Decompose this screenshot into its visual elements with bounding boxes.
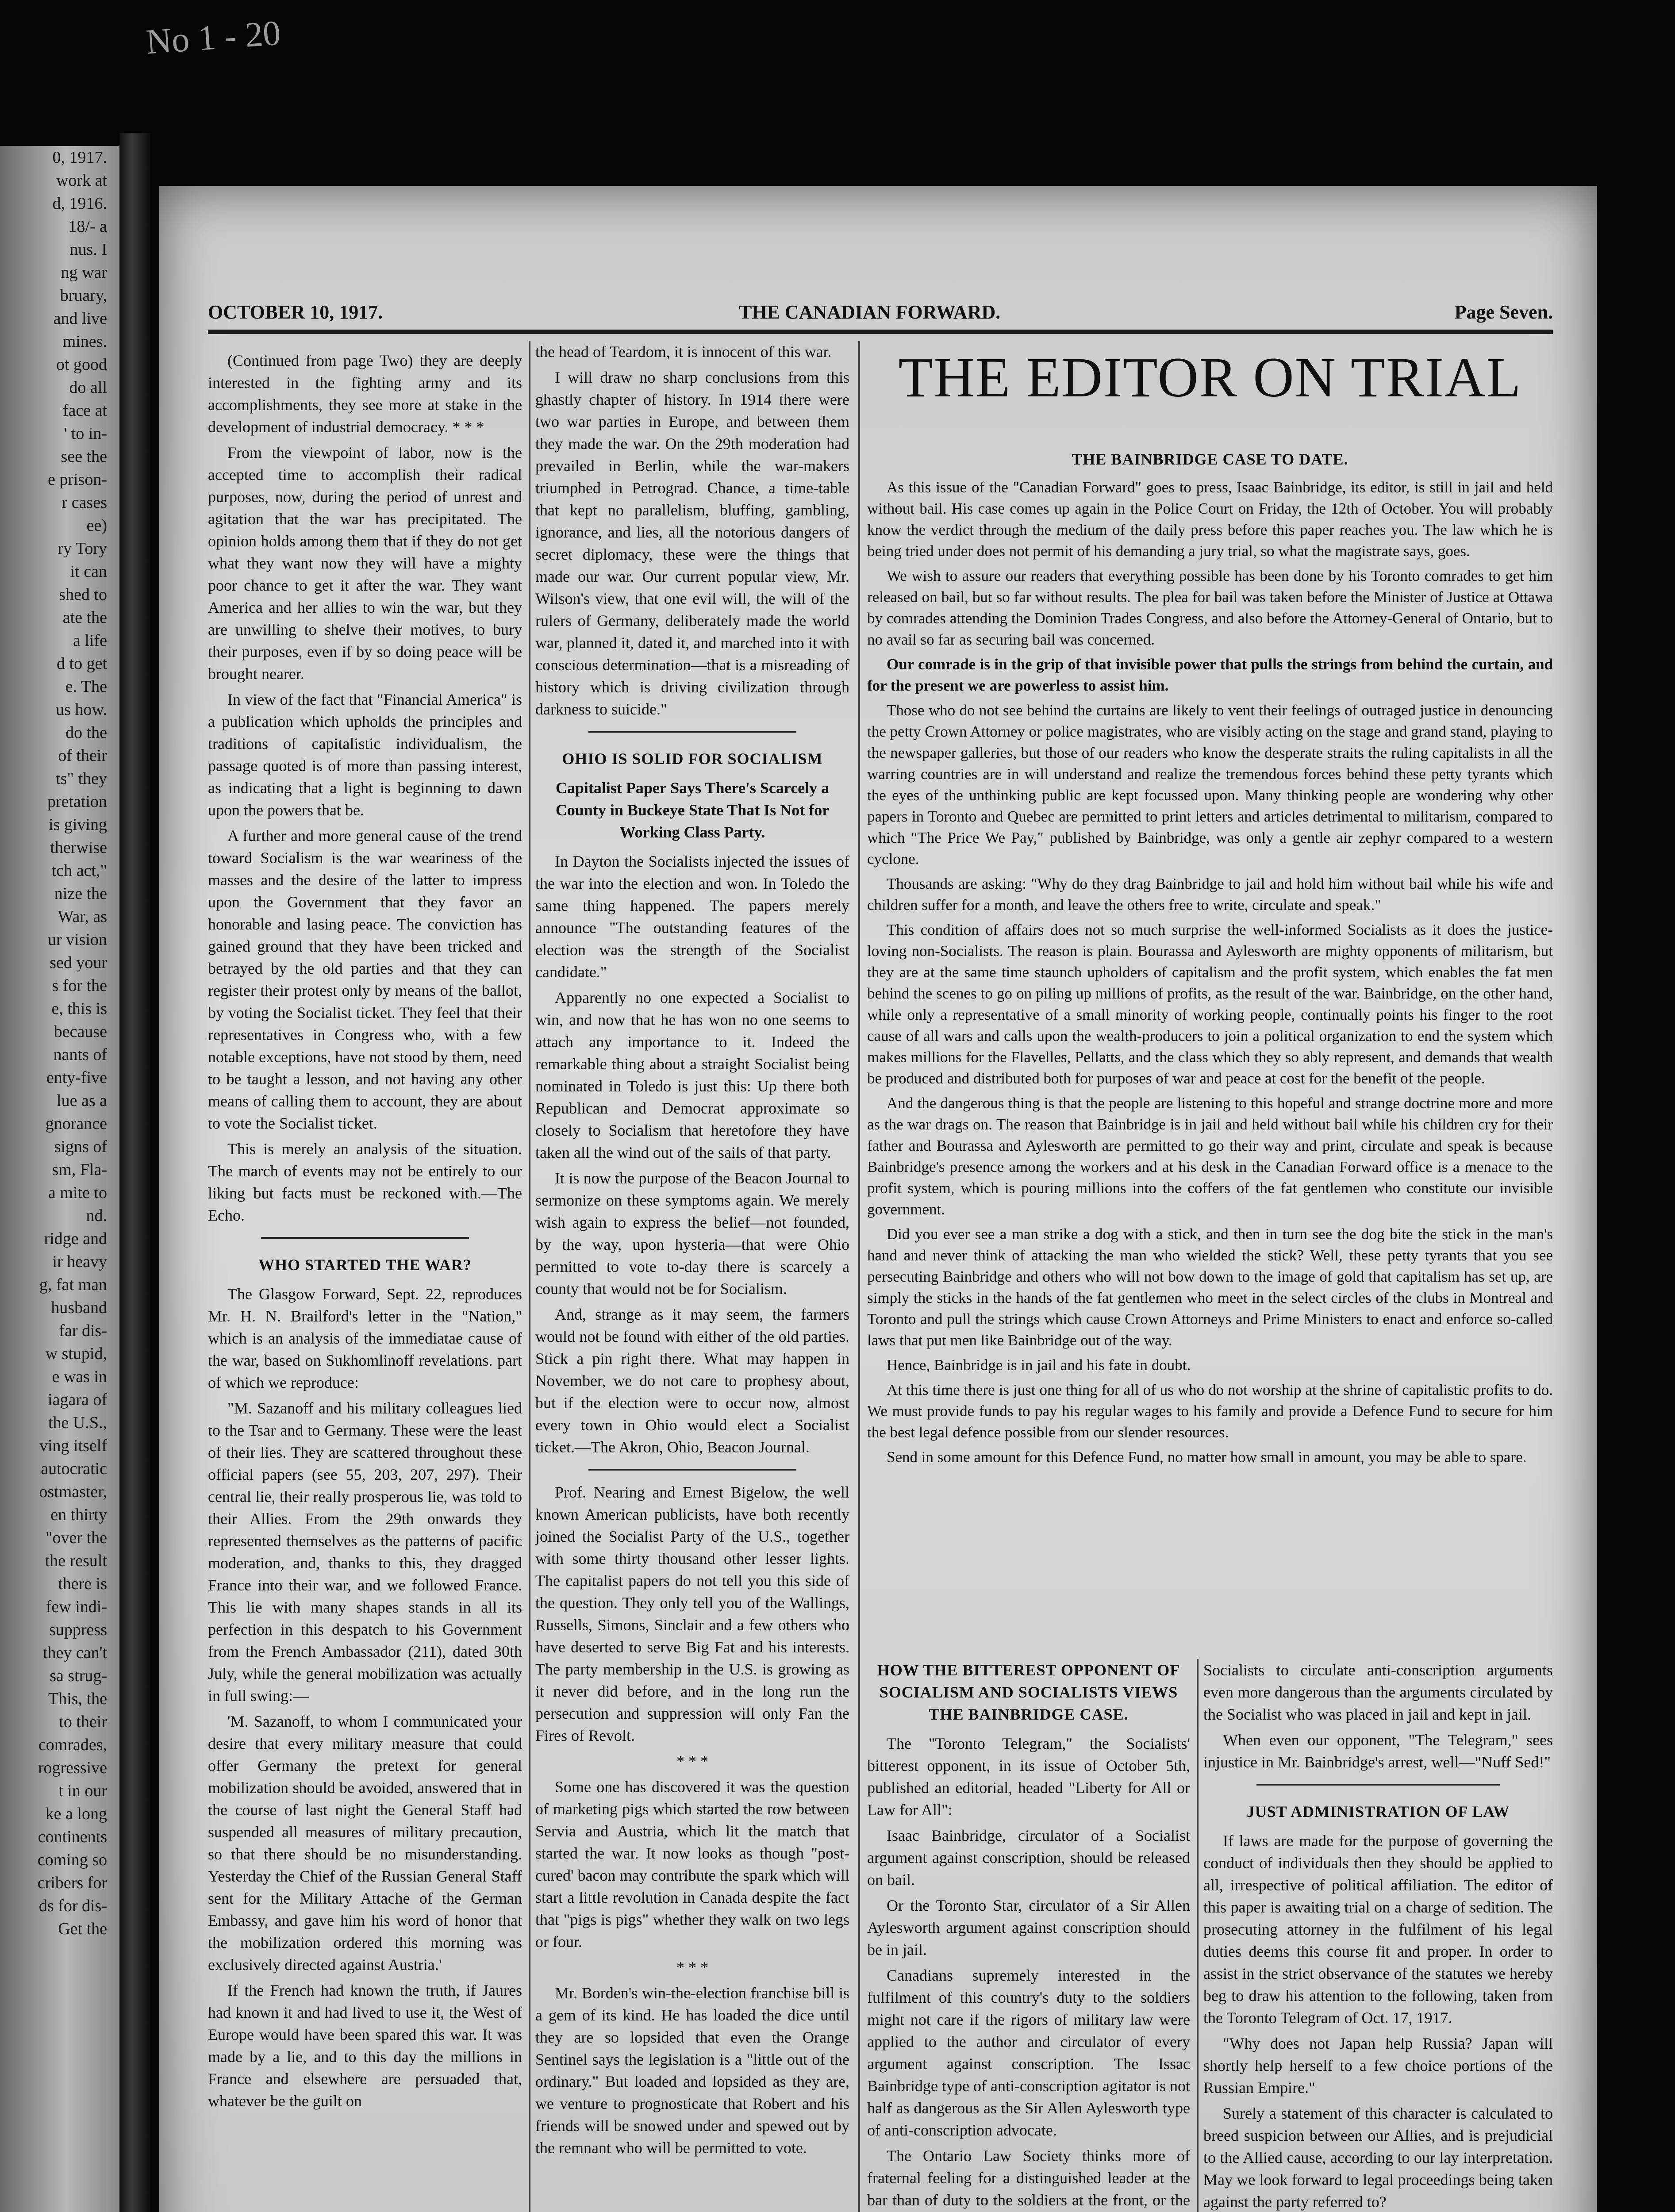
article-paragraph: A further and more general cause of the trend toward Socialism is the war weariness of the masses and the desire of the latter to impress upon the Government that they favor an honorable and lasing peace. The conviction has gained ground that they have been tricked and betrayed by the old parties and that they can register their protest only by means of the ballot, by voting the Socialist ticket. They feel that their representatives in Congress who, with a few notable exceptions, have not stood by them, need to be taught a lesson, and not having any other means of calling them to account, they are about to vote the Socialist ticket. (208, 827, 522, 1132)
article-paragraph: Surely a statement of this character is calculated to breed suspicion between our Allies, and is prejudicial to the Allied cause, according to our lay interpretation. May we look forward to legal proceedings being taken against the party referred to? (1203, 2104, 1553, 2211)
section-stars: * * * (676, 1959, 708, 1976)
left-page-fragment-line: sed your (50, 953, 107, 972)
left-page-fragment-line: cribers for (37, 1874, 107, 1892)
article-headline: WHO STARTED THE WAR? (258, 1256, 472, 1274)
left-page-fragment-line: ng war (61, 263, 107, 282)
editorial-paragraph: Hence, Bainbridge is in jail and his fate in doubt. (887, 1356, 1191, 1374)
article-paragraph: I will draw no sharp conclusions from this ghastly chapter of history. In 1914 there were two war parties in Europe, and between them they made the war. On the 29th moderation had prevailed in Berlin, while the war-makers triumphed in Petrograd. Chance, a time-table that kept no parallelism, bluffing, gambling, ignorance, and lies, all the notorious dangers of secret diplomacy, these were the things that made our war. Our current popular view, Mr. Wilson's view, that one evil will, the will of the rulers of Germany, deliberately made the world war, planned it, dated it, and marched into it with conscious determination—that is a misreading of history which is driving civilization through darkness to suicide." (535, 369, 849, 718)
article-paragraph: In Dayton the Socialists injected the issues of the war into the election and won. In Toledo the same thing happened. The papers merely announce "The outstanding features of the election was the strength of the Socialist candidate." (535, 853, 849, 981)
article-subheadline: Capitalist Paper Says There's Scarcely a County in Buckeye State That Is Not for Working Class Party. (555, 779, 830, 841)
left-page-fragment-line: 18/- a (68, 217, 107, 236)
editorial-headline: THE BAINBRIDGE CASE TO DATE. (1072, 450, 1348, 468)
editorial-paragraph: Thousands are asking: "Why do they drag Bainbridge to jail and hold him without bail while his wife and children suffer for a month, and leave the others free to write, circulate and speak." (867, 875, 1553, 914)
section-stars: * * * (676, 1752, 708, 1770)
article-paragraph: This is merely an analysis of the situation. The march of events may not be entirely to our liking but facts must be reckoned with.—The Echo. (208, 1140, 522, 1224)
left-page-fragment-line: rogressive (38, 1759, 107, 1777)
article-paragraph: When even our opponent, "The Telegram," sees injustice in Mr. Bainbridge's arrest, well—"Nuff Sed!" (1203, 1731, 1553, 1771)
editorial-paragraph: Send in some amount for this Defence Fund, no matter how small in amount, you may be able to spare. (887, 1448, 1527, 1466)
editorial-paragraph: And the dangerous thing is that the people are listening to this hopeful and strange doctrine more and more as the war drags on. The reason that Bainbridge is in jail and held without bail while his children cry for their father and Bourassa and Aylesworth are permitted to go their way and print, circulate and speak is because Bainbridge's presence among the workers and at his desk in the Canadian Forward office is a menace to the profit system, which is pouring millions into the coffers of the fat gentlemen who constitute our invisible government. (867, 1094, 1553, 1218)
left-page-fragment-line: mines. (62, 332, 107, 351)
article-paragraph: The Glasgow Forward, Sept. 22, reproduces Mr. H. N. Brailford's letter in the "Nation," which is an analysis of the immediatae cause of the war, based on Sukhomlinoff revelations. part of which we reproduce: (208, 1285, 522, 1391)
left-page-fragment-line: comrades, (38, 1736, 107, 1754)
left-page-fragment-line: en thirty (50, 1505, 107, 1524)
left-page-fragment-line: War, as (58, 907, 107, 926)
article-paragraph: If laws are made for the purpose of governing the conduct of individuals then they should be applied to all, irrespective of political affiliation. The editor of this paper is awaiting trial on a charge of sedition. The prosecuting attorney in the fulfilment of his legal duties deems this course fit and proper. In order to assist in the strict observance of the statutes we hereby beg to draw his attention to the following, taken from the Toronto Telegram of Oct. 17, 1917. (1203, 1832, 1553, 2027)
left-page-fragment-line: autocratic (41, 1459, 107, 1478)
left-page-fragment-line: do the (65, 723, 107, 742)
left-page-fragment-line: d, 1916. (52, 194, 107, 213)
left-page-fragment-line: e. The (65, 677, 107, 696)
left-page-fragment-line: ke a long (45, 1805, 107, 1823)
left-page-fragment-line: Get the (58, 1920, 107, 1938)
issue-date: OCTOBER 10, 1917. (208, 301, 383, 323)
article-paragraph: the head of Teardom, it is innocent of this war. (535, 343, 832, 361)
masthead (208, 296, 1553, 327)
article-paragraph: The "Toronto Telegram," the Socialists' bitterest opponent, in its issue of October 5th, published an editorial, headed "Liberty for All or Law for All": (867, 1735, 1190, 1819)
left-page-fragment-line: enty-five (46, 1068, 107, 1087)
editorial-article (867, 434, 1553, 1663)
article-paragraph: If the French had known the truth, if Jaures had known it and had lived to use it, the West of Europe would have been spared this war. It was made by a lie, and to this day the millions in France and elsewhere are persuaded that, whatever be the guilt on (208, 1982, 522, 2110)
left-page-fragment-line: do all (69, 378, 107, 397)
article-paragraph: 'M. Sazanoff, to whom I communicated your desire that every military measure that could offer Germany the pretext for general mobilization should be avoided, answered that in the course of last night the General Staff had suspended all measures of military precaution, so that there should be no misunderstanding. Yesterday the Chief of the Russian General Staff sent for the Military Attache of the German Embassy, and gave him his word of honor that the mobilization ordered this morning was exclusively directed against Austria.' (208, 1713, 522, 1974)
left-page-fragment-line: t in our (58, 1782, 107, 1800)
left-page-fragment-line: gnorance (45, 1114, 107, 1133)
left-page-fragment-line: and live (53, 309, 107, 328)
left-page-fragment-line: it can (70, 562, 107, 581)
article-headline: HOW THE BITTEREST OPPONENT OF SOCIALISM AND SOCIALISTS VIEWS THE BAINBRIDGE CASE. (877, 1661, 1180, 1723)
editorial-paragraph: We wish to assure our readers that everything possible has been done by his Toronto comrades to get him released on bail, but so far without results. The plea for bail was taken before the Minister of Justice at Ottawa by comrades attending the Dominion Trades Congress, and also before the Attorney-General of Ontario, but to no avail so far as securing bail was concerned. (867, 567, 1553, 648)
article-paragraph: (Continued from page Two) they are deeply interested in the fighting army and its accomplishments, they see more at stake in the development of industrial democracy. * * * (208, 352, 522, 436)
left-page-fragment-line: because (54, 1022, 107, 1041)
left-page-fragment-line: e, this is (51, 999, 107, 1018)
left-page-fragment-line: ts" they (56, 769, 107, 788)
article-paragraph: And, strange as it may seem, the farmers would not be found with either of the old parties. Stick a pin right there. What may happen in November, we do not care to prophesy about, but if the election were to occur now, almost every town in Ohio would elect a Socialist ticket.—The Akron, Ohio, Beacon Journal. (535, 1306, 849, 1456)
left-page-fragment-line: the U.S., (48, 1413, 107, 1432)
column-rule (1197, 1659, 1199, 2212)
left-page-fragment-line: ate the (62, 608, 107, 627)
column-3 (867, 1659, 1190, 2212)
article-paragraph: Or the Toronto Star, circulator of a Sir Allen Aylesworth argument against conscription should be in jail. (867, 1897, 1190, 1959)
editorial-title: THE EDITOR ON TRIAL (898, 346, 1522, 409)
left-page-fragment-line: nants of (53, 1045, 107, 1064)
left-page-fragment-line: sa strug- (50, 1667, 107, 1685)
editorial-paragraph: Did you ever see a man strike a dog with a stick, and then in turn see the dog bite the stick in the man's hand and never think of attacking the man who wielded the stick? Well, these petty tyrants that you see persecuting Bainbridge and others who will not bow down to the image of gold that capitalism has set up, are simply the sticks in the hands of the fat gentlemen who meet in the select circles of the clubs in Montreal and Toronto and pull the strings which cause Crown Attorneys and Prime Ministers to enact and enforce so-called laws that put men like Bainbridge out of the way. (867, 1225, 1553, 1349)
column-2 (535, 341, 849, 2212)
masthead-rule (208, 330, 1553, 334)
left-page-fragment-line: nize the (54, 884, 107, 903)
left-page-fragment-line: lue as a (57, 1091, 107, 1110)
left-page-fragment-line: ur vision (47, 930, 107, 949)
left-page-fragment-line: face at (62, 401, 107, 420)
left-page-fragment-line: few indi- (46, 1598, 107, 1616)
column-4 (1203, 1659, 1553, 2212)
editorial-paragraph-bold: Our comrade is in the grip of that invisible power that pulls the strings from behind the curtain, and for the present we are powerless to assist him. (867, 656, 1553, 694)
left-page-fragment-line: ostmaster, (39, 1482, 107, 1501)
article-paragraph: Isaac Bainbridge, circulator of a Socialist argument against conscription, should be released on bail. (867, 1827, 1190, 1889)
left-page-fragment-line: far dis- (59, 1321, 107, 1340)
left-page-fragment-line: a mite to (48, 1183, 107, 1202)
editorial-paragraph: As this issue of the "Canadian Forward" goes to press, Isaac Bainbridge, its editor, is still in jail and held without bail. His case comes up again in the Police Court on Friday, the 12th of October. You will probably know the verdict through the medium of the daily press before this paper reaches you. The law which he is being tried under does not permit of his demanding a jury trial, so what the magistrate says, goes. (867, 479, 1553, 560)
left-page-fragment-line: shed to (59, 585, 107, 604)
left-page-fragment-line: therwise (50, 838, 107, 857)
newspaper-page (159, 186, 1597, 2212)
article-paragraph: The Ontario Law Society thinks more of fraternal feeling for a distinguished leader at the bar than of duty to the soldiers at the front, or the (867, 2147, 1190, 2209)
article-paragraph: It is now the purpose of the Beacon Journal to sermonize on these symptoms again. We merely wish again to express the belief—not founded, by the way, upon hysteria—that were Ohio permitted to vote to-day there is scarcely a county that would not be for Socialism. (535, 1169, 849, 1298)
left-page-fragment (0, 146, 119, 2212)
left-page-fragment-line: suppress (49, 1621, 107, 1639)
article-headline: JUST ADMINISTRATION OF LAW (1246, 1803, 1510, 1820)
left-page-fragment-line: iagara of (48, 1390, 107, 1409)
editorial-paragraph: Those who do not see behind the curtains are likely to vent their feelings of outraged justice in denouncing the petty Crown Attorney or police magistrates, who are visibly acting on the stage and grand stand, playing to the newspaper galleries, but those of our readers who know the desperate straits the ruling capitalists in all the warring countries are in will understand and realize the tremendous forces behind these petty tyrants which the eyes of the unthinking public are kept focussed upon. Many thinking people are wondering why other papers in Toronto and Quebec are permitted to print letters and articles detrimental to militarism, compared to which "The Price We Pay," published by Bainbridge, was only a gentle air zephyr compared to a western cyclone. (867, 702, 1553, 868)
article-paragraph: Prof. Nearing and Ernest Bigelow, the well known American publicists, have both recently joined the Socialist Party of the U.S., together with some thirty thousand other lesser lights. The capitalist papers do not tell you this side of the question. They only tell you of the Wallings, Russells, Simons, Sinclair and a few others who have deserted to serve Big Fat and his interests. The party membership in the U.S. is growing as it never did before, and in the long run the persecution and suppression will only Fan the Fires of Revolt. (535, 1483, 849, 1744)
left-page-fragment-line: continents (38, 1828, 107, 1846)
left-page-fragment-line: is giving (49, 815, 107, 834)
left-page-fragment-line: ee) (86, 516, 107, 535)
article-paragraph: In view of the fact that "Financial America" is a publication which upholds the principles and traditions of capitalistic individualism, the passage quoted is of more than passing interest, as indicating that a light is beginning to dawn upon the powers that be. (208, 691, 522, 819)
article-paragraph: From the viewpoint of labor, now is the accepted time to accomplish their radical purposes, now, during the period of unrest and agitation that the war has precipitated. The opinion holds among them that if they do not get what they want now they will have a mighty poor chance to get it after the war. They want America and her allies to win the war, but they are unwilling to shelve their motives, to bury their purposes, even if by so doing peace will be brought nearer. (208, 444, 522, 683)
left-page-fragment-line: ridge and (44, 1229, 107, 1248)
page-number: Page Seven. (1454, 301, 1553, 323)
section-divider (588, 731, 796, 733)
left-page-fragment-line: bruary, (60, 286, 107, 305)
section-divider (588, 1469, 796, 1471)
left-page-fragment-line: ry Tory (58, 539, 107, 558)
left-page-fragment-line: a life (73, 631, 107, 650)
left-page-fragment-line: ' to in- (64, 424, 107, 443)
left-page-fragment-line: r cases (61, 493, 107, 512)
article-headline: OHIO IS SOLID FOR SOCIALISM (562, 750, 823, 768)
left-page-fragment-line: w stupid, (45, 1344, 107, 1363)
article-paragraph: "M. Sazanoff and his military colleagues lied to the Tsar and to Germany. These were the least of their lies. They are scattered throughout these official papers (see 55, 203, 207, 297). Their central lie, their really prosperous lie, was told to their Allies. From the 29th onwards they represented themselves as the patterns of pacific moderation, and, thanks to this, they dragged France into their war, and we followed France. This lie with many shapes stands in all its perfection in this despatch to his Government from the French Ambassador (211), dated 30th July, while the general mobilization was actually in full swing:— (208, 1399, 522, 1705)
left-page-fragment-line: ving itself (39, 1436, 107, 1455)
column-rule (858, 341, 860, 2212)
paper-name: THE CANADIAN FORWARD. (739, 301, 1001, 323)
left-page-fragment-line: us how. (56, 700, 107, 719)
left-page-fragment-line: the result (45, 1551, 107, 1570)
article-paragraph: Mr. Borden's win-the-election franchise bill is a gem of its kind. He has loaded the dice until they are so lopsided that even the Orange Sentinel says the legislation is a "little out of the ordinary." But loaded and lopsided as they are, we venture to prognosticate that Robert and his friends will be snowed under and spewed out by the remnant who will be permitted to vote. (535, 1984, 849, 2157)
left-page-fragment-line: there is (58, 1575, 107, 1593)
article-paragraph: Socialists to circulate anti-conscription arguments even more dangerous than the arguments circulated by the Socialist who was placed in jail and kept in jail. (1203, 1661, 1553, 1723)
left-page-fragment-line: coming so (37, 1851, 107, 1869)
section-divider (261, 1237, 469, 1239)
article-paragraph: Apparently no one expected a Socialist to win, and now that he has won no one seems to attach any importance to it. Indeed the remarkable thing about a straight Socialist being nominated in Toledo is just this: Up there both Republican and Democrat approximate so closely to Socialism that heretofore they have taken all the wind out of the sails of that party. (535, 989, 849, 1161)
left-page-fragment-line: nus. I (69, 240, 107, 259)
editorial-paragraph: This condition of affairs does not so much surprise the well-informed Socialists as it does the justice-loving non-Socialists. The reason is plain. Bourassa and Aylesworth are mighty opponents of militarism, but they are at the same time staunch upholders of capitalism and the profit system, which enables the fat men behind the scenes to go on piling up millions of profits, as the result of the war. Bainbridge, on the other hand, while only a representative of a small minority of working people, continually points his finger to the root cause of all wars and calls upon the wealth-producers to join a political organization to end the system which makes millions for the Flavelles, Pellatts, and the class which they so ably represent, and demands that wealth be produced and distributed both for purposes of war and peace at cost for the benefit of the people. (867, 921, 1553, 1087)
left-page-fragment-line: e prison- (47, 470, 107, 489)
left-page-fragment-line: signs of (54, 1137, 107, 1156)
left-page-fragment-line: work at (56, 171, 107, 190)
left-page-fragment-line: pretation (47, 792, 107, 811)
left-page-fragment-line: "over the (46, 1528, 107, 1547)
left-page-fragment-line: see the (61, 447, 107, 466)
left-page-fragment-line: of their (58, 746, 107, 765)
left-page-fragment-line: husband (51, 1298, 107, 1317)
section-divider (1256, 1784, 1500, 1786)
left-page-fragment-line: tch act," (51, 861, 107, 880)
left-page-fragment-line: This, the (48, 1690, 107, 1708)
margin-handwriting: No 1 - 20 (145, 13, 282, 62)
left-page-fragment-line: e was in (52, 1367, 107, 1386)
left-page-fragment-line: ot good (56, 355, 107, 374)
left-page-fragment-line: they can't (42, 1644, 107, 1662)
left-page-fragment-line: ir heavy (52, 1252, 107, 1271)
left-page-fragment-line: g, fat man (39, 1275, 107, 1294)
article-paragraph: Some one has discovered it was the question of marketing pigs which started the row between Servia and Austria, which lit the match that started the war. It now looks as though "post-cured' bacon may contribute the spark which will start a little revolution in Canada despite the fact that "pigs is pigs" whether they walk on two legs or four. (535, 1778, 849, 1951)
left-page-fragment-line: 0, 1917. (52, 148, 107, 167)
column-1 (208, 349, 522, 2212)
article-paragraph: Canadians supremely interested in the fulfilment of this country's duty to the soldiers might not care if the rigors of military law were applied to the author and circulator of every argument against conscription. The Issac Bainbridge type of anti-conscription agitator is not half as dangerous as the Sir Allen Aylesworth type of anti-conscription advocate. (867, 1966, 1190, 2139)
left-page-fragment-line: to their (59, 1713, 107, 1731)
left-page-fragment-line: s for the (52, 976, 107, 995)
article-paragraph: "Why does not Japan help Russia? Japan will shortly help herself to a few choice portions of the Russian Empire." (1203, 2035, 1553, 2097)
column-rule (529, 341, 530, 2212)
page-binding (119, 133, 150, 2212)
left-page-fragment-line: d to get (57, 654, 107, 673)
editorial-paragraph: At this time there is just one thing for all of us who do not worship at the shrine of capitalistic profits to do. We must provide funds to pay his regular wages to his family and provide a Defence Fund to secure for him the best legal defence possible from our slender resources. (867, 1381, 1553, 1441)
left-page-fragment-line: ds for dis- (38, 1897, 107, 1915)
left-page-fragment-line: sm, Fla- (52, 1160, 107, 1179)
left-page-fragment-line: nd. (86, 1206, 107, 1225)
